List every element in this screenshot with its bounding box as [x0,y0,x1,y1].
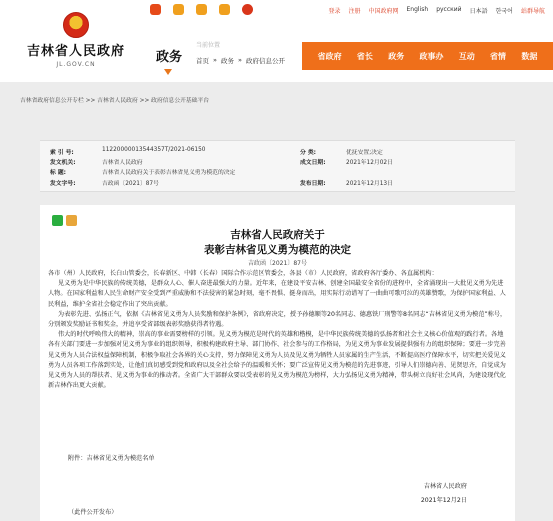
nav-item-data[interactable]: 数据 [521,51,538,61]
national-emblem-icon [63,12,89,38]
meta-key: 成文日期: [300,160,326,166]
current-location-label: 当前位置 [196,42,221,49]
article-doc-number: 吉政函〔2021〕87号 [248,260,307,267]
section-arrow-icon [164,69,172,75]
nav-item-service[interactable]: 政事办 [419,51,444,61]
article-paragraph: 伟大的时代呼唤伟大的精神，崇高的事业需要榜样的引领。见义勇为模范是时代的英雄和楷模，是中华民族传统美德的弘扬者和社会主义核心价值观的践行者。各地各有关部门要进一步加强对见义勇为事业的组织领导，积极构建政府主导、部门协作、社会参与的工作格局，为见义勇为事业发展提供强有力的组织保障；要进一步完善见义勇为人员合法权益保障机制，积极争取社会各界的关心支持，努力保障见义勇为人员及见义勇为牺牲人员家属的生产生活，不断提高医疗保障水平，切实把关爱见义勇为人员各项工作落到实处，让他们真切感受到党和政府以及全社会给予的温暖和关怀；要广泛宣传见义勇为模范的先进事迹，引导人们崇德向善、见贤思齐，自觉成为见义勇为人员的帮扶者、见义勇为事业的推动者。全省广大干部群众要以受表彰的见义勇为模范为榜样，大力弘扬见义勇为精神，带头树立良好社会风尚，为建设现代化新吉林作出更大贡献。 [48,331,506,390]
site-name: 吉林省人民政府 [26,44,125,59]
meta-row-issuer [50,157,510,166]
top-links [328,6,545,15]
meta-value: 吉林省人民政府关于表彰吉林省见义勇为模范的决定 [102,170,236,176]
meta-key: 索 引 号: [50,150,74,156]
lang-korean-link[interactable]: 한국어 [495,8,513,15]
breadcrumb[interactable]: 吉林省政府信息公开专栏 >> 吉林省人民政府 >> 政府信息公开基础平台 [20,98,210,104]
share-icons [52,215,77,226]
wechat-share-icon[interactable] [52,215,63,226]
robot-icon[interactable] [242,4,253,15]
meta-key: 标 题: [50,170,66,176]
nav-item-affairs[interactable]: 政务 [388,51,405,61]
meta-row-index [50,147,510,156]
article-body [48,269,508,391]
meta-row-title [50,167,510,176]
nav-item-province-info[interactable]: 省情 [490,51,507,61]
meta-value: 2021年12月02日 [346,160,393,166]
wechat-icon[interactable] [173,4,184,15]
lang-japanese-link[interactable]: 日本語 [469,8,488,15]
meta-key: 分 类: [300,150,316,156]
article-paragraph: 见义勇为是中华民族的传统美德，是群众人心、催人奋进最强大的力量。近年来，在建设平安吉林、创建全国最安全省份的进程中，全省涌现出一大批见义勇为先进人物。在国家利益和人民生命财产安全受到严重威胁和不法侵害的紧急时刻，毫不畏惧、挺身而出，用实际行动谱写了一曲曲可歌可泣的英雄赞歌，为保护国家利益、人民利益，维护全省社会稳定作出了突出贡献。 [48,280,506,308]
meta-key: 发文机关: [50,160,76,166]
attachment-link[interactable]: 附件：吉林省见义勇为模范名单 [68,455,155,462]
article-paragraph: 为表彰先进、弘扬正气，依据《吉林省见义勇为人员奖励和保护条例》，省政府决定，授予孙德顺等20名同志、德惠铁厂刑警等8名同志“吉林省见义勇为模范”称号，分别颁发奖励证书和奖金，并追享受省部级表彰奖励获得者待遇。 [48,310,507,329]
article-salutation: 各市（州）人民政府，长白山管委会，长春新区、中韩（长春）国际合作示范区管委会，各县（市）人民政府，省政府各厅委办、各直属机构： [48,270,438,277]
article-title-line2: 表彰吉林省见义勇为模范的决定 [204,244,351,256]
crumb-info-disclosure-link[interactable]: 政府信息公开 [245,57,285,65]
meta-key: 发布日期: [300,181,326,187]
meta-row-doc-number [50,178,510,187]
weibo-share-icon[interactable] [66,215,77,226]
signer: 吉林省人民政府 [423,483,467,490]
meta-value: 吉政函〔2021〕87号 [102,181,159,187]
weibo-icon[interactable] [150,4,161,15]
lang-russian-link[interactable]: русский [436,6,462,13]
login-link[interactable]: 登录 [328,8,341,15]
mobile-icon[interactable] [196,4,207,15]
nav-item-interaction[interactable]: 互动 [458,51,475,61]
site-logo[interactable] [16,12,136,74]
crumb-separator: » [237,56,242,64]
lang-english-link[interactable]: English [406,6,429,13]
site-group-nav-link[interactable]: 站群导航 [520,8,545,15]
site-url: JL.GOV.CN [56,61,96,68]
crumb-home-link[interactable]: 首页 [196,57,209,65]
site-header [0,0,553,82]
section-title: 政务 [156,50,183,65]
crumb-affairs-link[interactable]: 政务 [220,57,234,65]
meta-value: 吉林省人民政府 [102,160,143,166]
register-link[interactable]: 注册 [348,8,361,15]
main-nav [302,42,553,70]
meta-value: 11220000013544357T/2021-06150 [102,147,206,153]
meta-value: 优抚安置;决定 [346,150,383,156]
article [40,205,515,521]
meta-key: 发文字号: [50,181,76,187]
meta-value: 2021年12月13日 [346,181,393,187]
top-icon-bar [150,4,253,15]
nav-item-governor[interactable]: 省长 [356,51,373,61]
accessibility-icon[interactable] [219,4,230,15]
article-title-line1: 吉林省人民政府关于 [230,229,325,241]
nav-item-provincial-gov[interactable]: 省政府 [317,51,342,61]
header-breadcrumb [196,56,285,65]
sign-date: 2021年12月2日 [420,497,467,504]
publish-note: （此件公开发布） [68,509,118,516]
document-meta-table [40,140,515,192]
gov-cn-link[interactable]: 中国政府网 [368,8,399,15]
crumb-separator: » [213,56,217,64]
